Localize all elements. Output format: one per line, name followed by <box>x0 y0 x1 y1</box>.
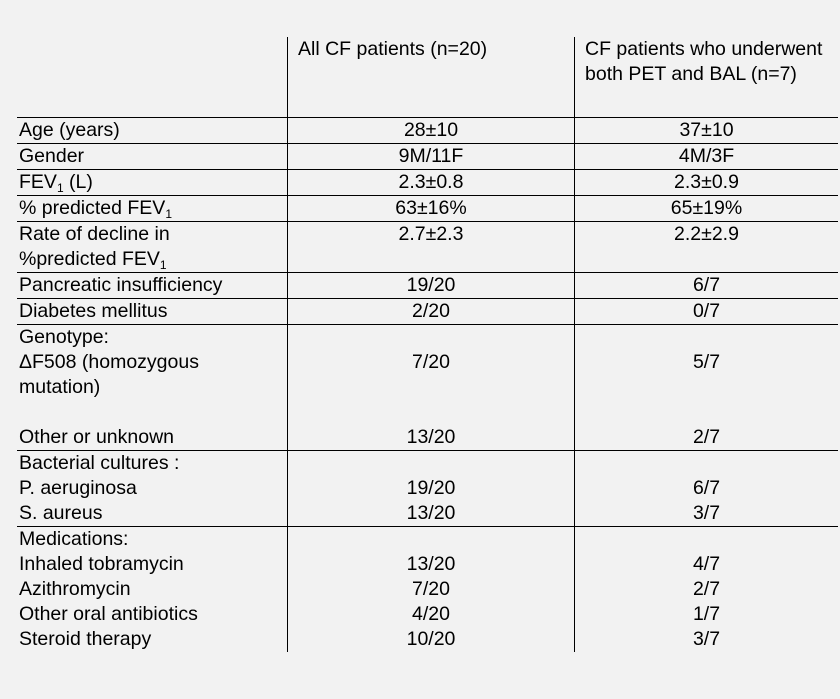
value-line: 4/7 <box>692 553 721 575</box>
spacer <box>19 400 287 425</box>
label-line: Azithromycin <box>19 578 131 600</box>
cell-all: 2.7±2.3 <box>288 222 575 273</box>
row-label: Age (years) <box>17 118 288 144</box>
value-line: 7/20 <box>412 351 450 373</box>
spacer <box>575 375 838 400</box>
label-line: Other oral antibiotics <box>19 603 198 625</box>
table-row-gender <box>17 144 838 170</box>
cell-both: 2.3±0.9 <box>575 170 839 196</box>
table-row-genotype <box>17 325 838 451</box>
row-label <box>17 222 288 273</box>
table-row-predicted-fev1 <box>17 196 838 222</box>
label-line <box>19 247 287 272</box>
spacer <box>575 325 838 350</box>
value-line: 5/7 <box>692 351 721 373</box>
row-label <box>17 527 288 653</box>
header-empty-cell <box>17 37 288 118</box>
label-text: FEV <box>19 171 57 193</box>
cell-both: 37±10 <box>575 118 839 144</box>
label-line: S. aureus <box>19 502 103 524</box>
header-pet-bal <box>575 37 839 118</box>
spacer <box>288 325 574 350</box>
cell-all: 28±10 <box>288 118 575 144</box>
subscript: 1 <box>165 207 173 221</box>
label-line: mutation) <box>19 376 101 398</box>
table-row-decline <box>17 222 838 273</box>
value-line: 10/20 <box>406 628 456 650</box>
row-label <box>17 451 288 527</box>
cell-both: 65±19% <box>575 196 839 222</box>
table-row-pancreatic <box>17 273 838 299</box>
value-line: 2/7 <box>692 426 721 448</box>
row-label <box>17 170 288 196</box>
row-label: Pancreatic insufficiency <box>17 273 288 299</box>
cell-all: 9M/11F <box>288 144 575 170</box>
subscript: 1 <box>159 258 167 272</box>
cell-all: 19/20 <box>288 273 575 299</box>
value-line: 13/20 <box>406 553 456 575</box>
cell-all <box>288 325 575 451</box>
value-line: 3/7 <box>692 628 721 650</box>
row-label <box>17 325 288 451</box>
cell-both: 0/7 <box>575 299 839 325</box>
patient-characteristics-table <box>17 37 838 652</box>
label-line: Inhaled tobramycin <box>19 553 184 575</box>
value-line: 13/20 <box>406 502 456 524</box>
cell-both <box>575 527 839 653</box>
label-line: Steroid therapy <box>19 628 152 650</box>
label-line: ΔF508 (homozygous <box>19 351 199 373</box>
value-line: 19/20 <box>406 477 456 499</box>
group-heading: Genotype: <box>19 326 109 348</box>
value-line: 4/20 <box>412 603 450 625</box>
row-label <box>17 196 288 222</box>
cell-both: 4M/3F <box>575 144 839 170</box>
spacer <box>575 400 838 425</box>
cell-both: 2.2±2.9 <box>575 222 839 273</box>
spacer <box>288 527 574 552</box>
spacer <box>575 451 838 476</box>
table-row-diabetes <box>17 299 838 325</box>
table-row-fev1 <box>17 170 838 196</box>
spacer <box>288 451 574 476</box>
cell-all <box>288 451 575 527</box>
label-text: (L) <box>63 171 93 193</box>
table-row-age <box>17 118 838 144</box>
cell-both <box>575 325 839 451</box>
value-line: 7/20 <box>412 578 450 600</box>
value-line: 13/20 <box>406 426 456 448</box>
cell-all: 2.3±0.8 <box>288 170 575 196</box>
value-line: 2/7 <box>692 578 721 600</box>
cell-both <box>575 451 839 527</box>
spacer <box>575 527 838 552</box>
value-line: 6/7 <box>692 477 721 499</box>
table-row-bacterial <box>17 451 838 527</box>
cell-all: 2/20 <box>288 299 575 325</box>
spacer <box>288 375 574 400</box>
label-text: % predicted FEV <box>19 197 166 219</box>
group-heading: Bacterial cultures : <box>19 452 180 474</box>
label-line: Other or unknown <box>19 426 175 448</box>
spacer <box>288 400 574 425</box>
header-all-cf <box>288 37 575 118</box>
cell-all <box>288 527 575 653</box>
group-heading: Medications: <box>19 528 129 550</box>
label-text: %predicted FEV <box>19 248 160 270</box>
label-line: Rate of decline in <box>19 223 170 245</box>
header-pet-bal-text: CF patients who underwent both PET and BAL (n=7) <box>585 38 823 85</box>
table-row-medications <box>17 527 838 653</box>
cell-both: 6/7 <box>575 273 839 299</box>
value-line: 1/7 <box>692 603 721 625</box>
label-line: P. aeruginosa <box>19 477 137 499</box>
subscript: 1 <box>56 181 64 195</box>
value-line: 3/7 <box>692 502 721 524</box>
row-label: Diabetes mellitus <box>17 299 288 325</box>
row-label: Gender <box>17 144 288 170</box>
cell-all: 63±16% <box>288 196 575 222</box>
header-row <box>17 37 838 118</box>
header-all-cf-text: All CF patients (n=20) <box>298 38 488 60</box>
